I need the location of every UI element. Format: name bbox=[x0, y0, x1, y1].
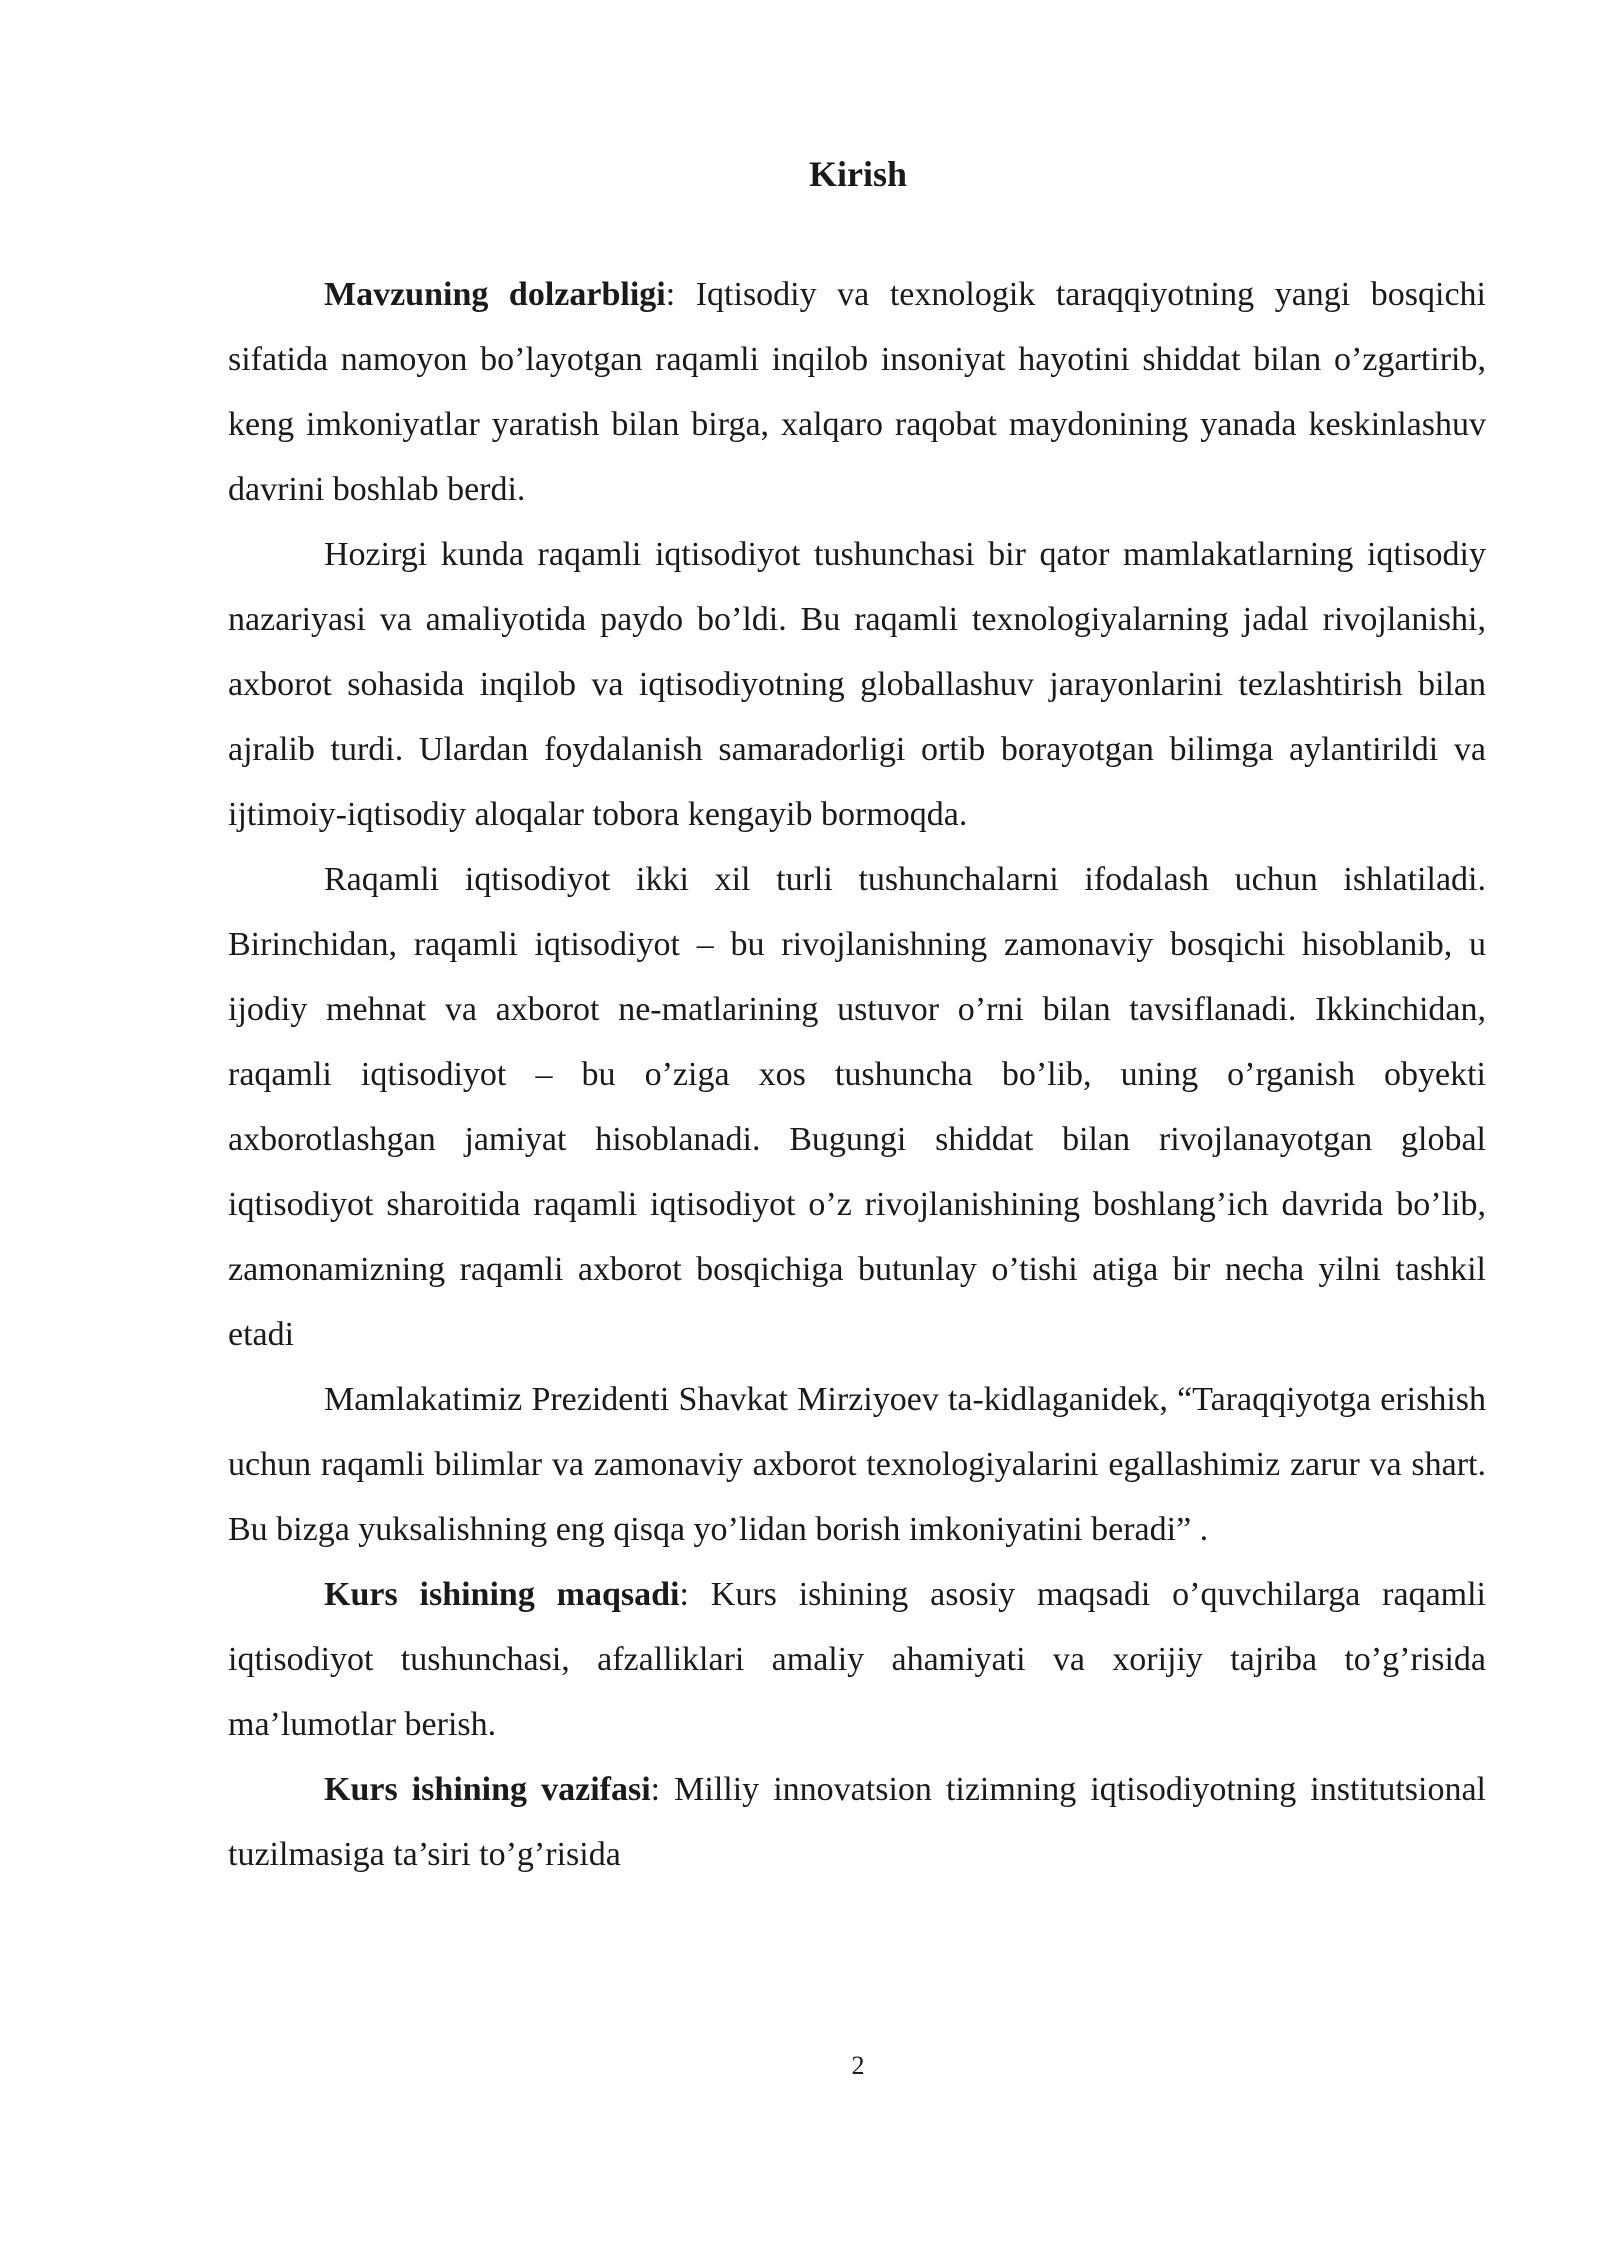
page-number: 2 bbox=[851, 2051, 865, 2080]
paragraph-text: Mamlakatimiz Prezidenti Shavkat Mirziyoev ta-kidlaganidek, “Taraqqiyotga erishish uchun raqamli bilimlar va zamonaviy axborot texnologiyalarini egallashimiz zarur va shart. Bu bizga yuksalishning eng qisqa yo’lidan borish imkoniyatini beradi” . bbox=[228, 1381, 1486, 1548]
paragraph-text: : Kurs ishining asosiy maqsadi o’quvchilarga raqamli iqtisodiyot tushunchasi, afzalliklari amaliy ahamiyati va xorijiy tajriba to’g’risida ma’lumotlar berish. bbox=[228, 1576, 1487, 1743]
paragraph-course-task bbox=[228, 1757, 1486, 1887]
paragraph-lead: Mavzuning dolzarbligi bbox=[324, 276, 666, 313]
paragraph-text: : Iqtisodiy va texnologik taraqqiyotning yangi bosqichi sifatida namoyon bo’layotgan raqamli inqilob insoniyat hayotini shiddat bilan o’zgartirib, keng imkoniyatlar yaratish bilan birga, xalqaro raqobat maydonining yanada keskinlashuv davrini boshlab berdi. bbox=[228, 276, 1487, 508]
document-body bbox=[228, 262, 1486, 1887]
paragraph-two-concepts bbox=[228, 847, 1486, 1367]
paragraph-relevance bbox=[228, 262, 1486, 522]
paragraph-digital-economy-concept bbox=[228, 522, 1486, 847]
page-title: Kirish bbox=[808, 154, 907, 194]
paragraph-president-quote bbox=[228, 1367, 1486, 1562]
paragraph-text: Hozirgi kunda raqamli iqtisodiyot tushunchasi bir qator mamlakatlarning iqtisodiy nazariyasi va amaliyotida paydo bo’ldi. Bu raqamli texnologiyalarning jadal rivojlanishi, axborot sohasida inqilob va iqtisodiyotning globallashuv jarayonlarini tezlashtirish bilan ajralib turdi. Ulardan foydalanish samaradorligi ortib borayotgan bilimga aylantirildi va ijtimoiy-iqtisodiy aloqalar tobora kengayib bormoqda. bbox=[228, 536, 1486, 833]
paragraph-lead: Kurs ishining vazifasi bbox=[324, 1771, 651, 1808]
paragraph-text: Raqamli iqtisodiyot ikki xil turli tushunchalarni ifodalash uchun ishlatiladi. Birinchidan, raqamli iqtisodiyot – bu rivojlanishning zamonaviy bosqichi hisoblanib, u ijodiy mehnat va axborot ne-matlarining ustuvor o’rni bilan tavsiflanadi. Ikkinchidan, raqamli iqtisodiyot – bu o’ziga xos tushuncha bo’lib, uning o’rganish obyekti axborotlashgan jamiyat hisoblanadi. Bugungi shiddat bilan rivojlanayotgan global iqtisodiyot sharoitida raqamli iqtisodiyot o’z rivojlanishining boshlang’ich davrida bo’lib, zamonamizning raqamli axborot bosqichiga butunlay o’tishi atiga bir necha yilni tashkil etadi bbox=[228, 861, 1486, 1353]
paragraph-text: : Milliy innovatsion tizimning iqtisodiyotning institutsional tuzilmasiga ta’siri to’g’risida bbox=[228, 1771, 1486, 1873]
paragraph-lead: Kurs ishining maqsadi bbox=[324, 1576, 680, 1613]
paragraph-course-goal bbox=[228, 1562, 1486, 1757]
